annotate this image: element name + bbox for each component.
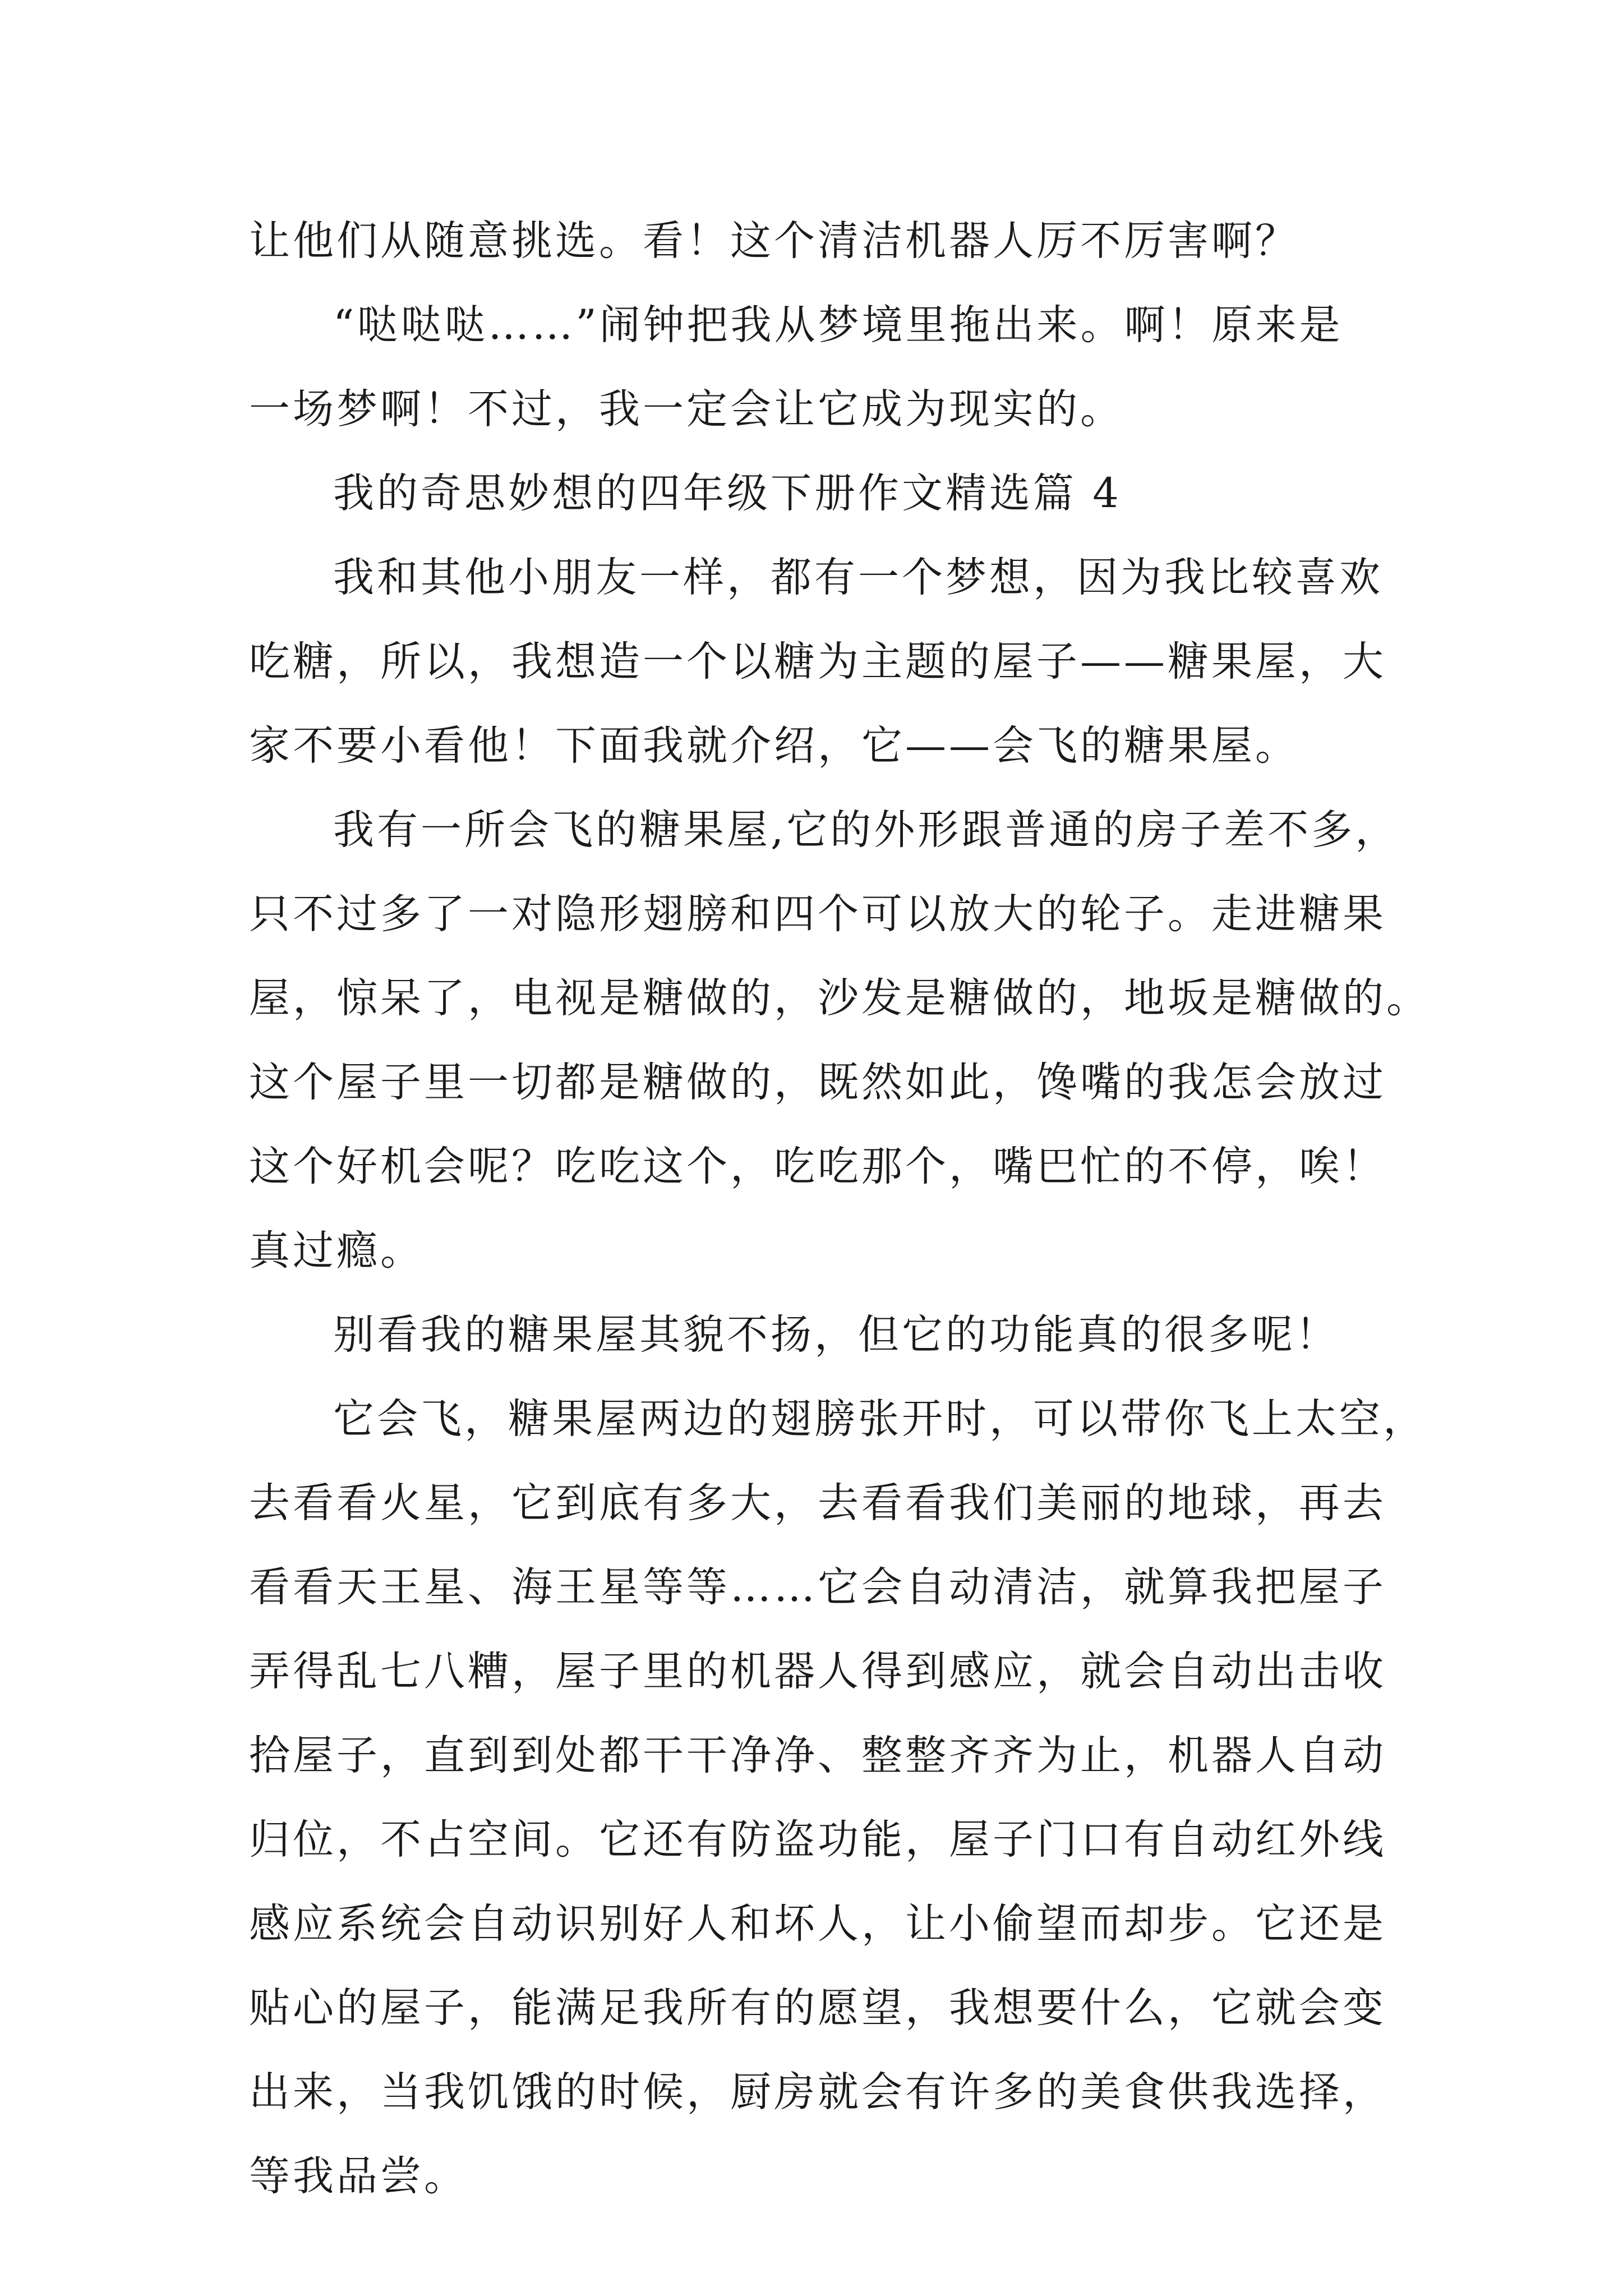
text-line: 它会飞，糖果屋两边的翅膀张开时，可以带你飞上太空， — [333, 1395, 1427, 1443]
text-line: 真过瘾。 — [249, 1227, 424, 1274]
text-line: 一场梦啊！不过，我一定会让它成为现实的。 — [249, 385, 1124, 433]
text-line: 弄得乱七八糟，屋子里的机器人得到感应，就会自动出击收 — [249, 1648, 1386, 1695]
section-heading: 我的奇思妙想的四年级下册作文精选篇 4 — [333, 470, 1122, 517]
text-line: 这个好机会呢？吃吃这个，吃吃那个，嘴巴忙的不停，唉！ — [249, 1143, 1386, 1190]
text-line: 我有一所会飞的糖果屋,它的外形跟普通的房子差不多， — [333, 806, 1399, 854]
text-line: 我和其他小朋友一样，都有一个梦想，因为我比较喜欢 — [333, 554, 1383, 601]
text-line: 等我品尝。 — [249, 2152, 468, 2200]
text-line: 这个屋子里一切都是糖做的，既然如此，馋嘴的我怎会放过 — [249, 1059, 1386, 1106]
text-line: 别看我的糖果屋其貌不扬，但它的功能真的很多呢！ — [333, 1311, 1339, 1359]
text-line: 感应系统会自动识别好人和坏人，让小偷望而却步。它还是 — [249, 1900, 1386, 1948]
text-line: 屋，惊呆了，电视是糖做的，沙发是糖做的，地坂是糖做的。 — [249, 974, 1430, 1022]
text-line: 让他们从随意挑选。看！这个清洁机器人厉不厉害啊？ — [249, 217, 1299, 265]
text-line: 看看天王星、海王星等等……它会自动清洁，就算我把屋子 — [249, 1563, 1386, 1611]
text-line: 归位，不占空间。它还有防盗功能，屋子门口有自动红外线 — [249, 1816, 1386, 1864]
text-line: 家不要小看他！下面我就介绍，它——会飞的糖果屋。 — [249, 722, 1299, 770]
text-line: 只不过多了一对隐形翅膀和四个可以放大的轮子。走进糖果 — [249, 890, 1386, 938]
text-line: 出来，当我饥饿的时候，厨房就会有许多的美食供我选择， — [249, 2068, 1386, 2116]
text-line: 吃糖，所以，我想造一个以糖为主题的屋子——糖果屋，大 — [249, 638, 1386, 685]
text-line: 贴心的屋子，能满足我所有的愿望，我想要什么，它就会变 — [249, 1984, 1386, 2032]
text-line: “哒哒哒……”闹钟把我从梦境里拖出来。啊！原来是 — [333, 301, 1343, 349]
text-line: 去看看火星，它到底有多大，去看看我们美丽的地球，再去 — [249, 1479, 1386, 1527]
text-line: 拾屋子，直到到处都干干净净、整整齐齐为止，机器人自动 — [249, 1732, 1386, 1779]
document-body — [249, 199, 1430, 2219]
